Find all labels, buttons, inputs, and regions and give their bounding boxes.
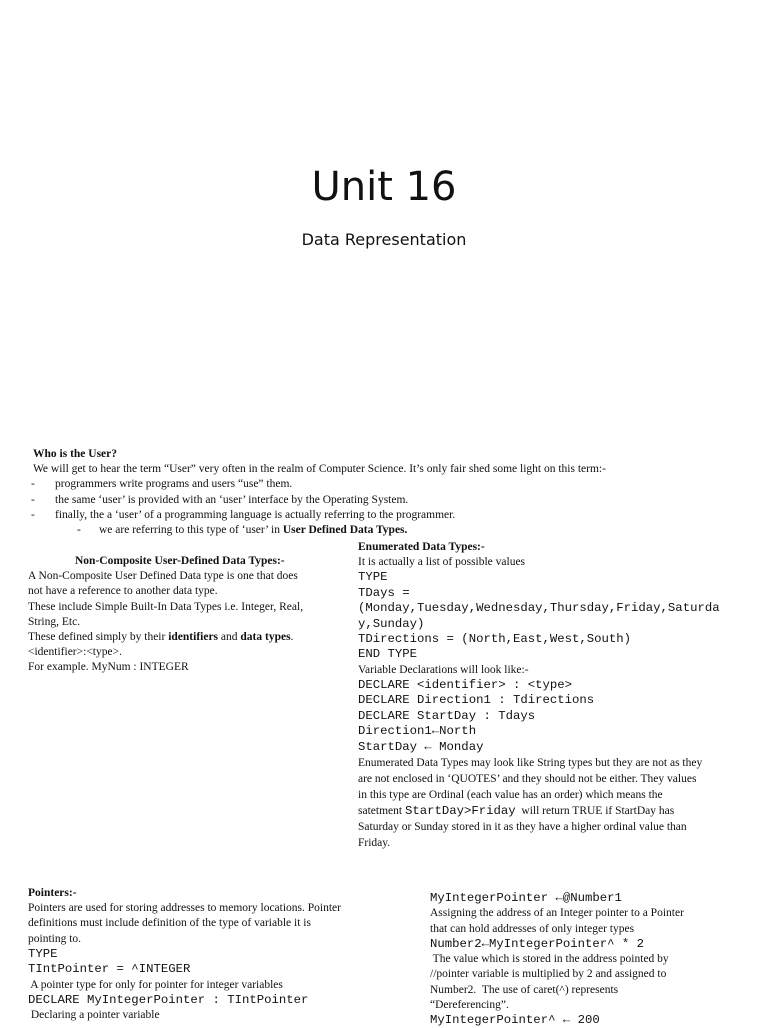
note-line: Friday. (358, 837, 391, 850)
defined-bold-types: data types (240, 631, 291, 644)
page-title: Unit 16 (311, 164, 457, 210)
list-item: - finally, the a ‘user’ of a programming language is actually referring to the programmer. (29, 508, 733, 523)
example-line: For example. MyNum : INTEGER (28, 661, 189, 674)
text-line: definitions must include definition of the type of variable it is (28, 917, 311, 930)
list-item-sub (29, 523, 733, 538)
code-line: TYPE (358, 570, 388, 585)
code-line: DECLARE MyIntegerPointer : TIntPointer (28, 992, 309, 1007)
code-comment: “Dereferencing”. (430, 998, 509, 1011)
note-line: Saturday or Sunday stored in it as they have a higher ordinal value than (358, 821, 687, 834)
text-line: These include Simple Built-In Data Types i.e. Integer, Real, (28, 600, 304, 613)
code-comment: //pointer variable is multiplied by 2 and assigned to (430, 968, 667, 981)
code-line: MyIntegerPointer^ ← 200 (430, 1013, 600, 1028)
note-prefix: satetment (358, 805, 405, 818)
defined-bold-identifiers: identifiers (168, 631, 219, 644)
code-line: DECLARE <identifier> : <type> (358, 678, 573, 693)
page-subtitle: Data Representation (301, 230, 467, 249)
defined-suffix: . (290, 631, 294, 644)
text-line: A Non-Composite User Defined Data type is one that does (28, 570, 298, 583)
text-line: not have a reference to another data type. (28, 585, 218, 598)
code-line: y,Sunday) (358, 616, 425, 631)
note-line: are not enclosed in ‘QUOTES’ and they should not be either. They values (358, 773, 697, 786)
note-suffix: will return TRUE if StartDay has (515, 805, 675, 818)
code-comment: Assigning the address of an Integer pointer to a Pointer (430, 907, 684, 920)
code-comment: that can hold addresses of only integer types (430, 922, 635, 935)
text-line: String, Etc. (28, 615, 81, 628)
code-line: MyIntegerPointer ←@Number1 (430, 891, 622, 905)
enumerated-section (358, 540, 758, 851)
code-line: DECLARE StartDay : Tdays (358, 708, 536, 723)
text-line: pointing to. (28, 932, 82, 945)
code-line: DECLARE Direction1 : Tdirections (358, 693, 595, 708)
syntax-line: <identifier>:<type>. (28, 646, 122, 659)
sub-bullet-text: we are referring to this type of ‘user’ in (99, 524, 283, 537)
code-line: TIntPointer = ^INTEGER (28, 962, 191, 977)
code-line: TDays = (358, 585, 410, 600)
who-intro: We will get to hear the term “User” very often in the realm of Computer Science. It’s only fair shed some light on this term:- (33, 463, 606, 476)
enumerated-intro: It is actually a list of possible values (358, 556, 526, 569)
code-line: END TYPE (358, 647, 418, 662)
defined-mid: and (218, 631, 241, 644)
code-comment: A pointer type for only for pointer for integer variables (28, 978, 283, 991)
code-comment: Number2. The use of caret(^) represents (430, 983, 619, 996)
declarations-label: Variable Declarations will look like:- (358, 663, 529, 676)
sub-bullet-bold: User Defined Data Types. (282, 524, 408, 537)
note-code: StartDay>Friday (404, 804, 516, 819)
non-composite-heading: Non-Composite User-Defined Data Types:- (75, 555, 285, 567)
list-item: - programmers write programs and users “use” them. (29, 477, 733, 492)
note-line: in this type are Ordinal (each value has an order) which means the (358, 789, 663, 802)
who-bullets (29, 477, 733, 538)
who-section (33, 447, 733, 538)
pointers-section (28, 886, 398, 1023)
code-comment: The value which is stored in the address pointed by (430, 953, 669, 966)
note-line: Enumerated Data Types may look like String types but they are not as they (358, 757, 703, 770)
code-line: (Monday,Tuesday,Wednesday,Thursday,Friday,Saturda (358, 601, 720, 616)
defined-prefix: These defined simply by their (28, 631, 169, 644)
non-composite-section (28, 554, 348, 676)
code-line: StartDay ← Monday (358, 739, 484, 754)
code-comment: Declaring a pointer variable (28, 1009, 160, 1022)
code-line: TYPE (28, 946, 58, 961)
code-line: TDirections = (North,East,West,South) (358, 632, 632, 647)
who-heading: Who is the User? (33, 448, 118, 460)
pointers-right-section (430, 891, 760, 1028)
pointers-heading: Pointers:- (28, 887, 77, 899)
code-line: Number2←MyIntegerPointer^ * 2 (430, 936, 645, 951)
code-line: Direction1←North (358, 724, 477, 739)
defined-line (28, 630, 348, 645)
enumerated-heading: Enumerated Data Types:- (358, 541, 485, 553)
note-line-with-code (358, 803, 758, 819)
text-line: Pointers are used for storing addresses to memory locations. Pointer (28, 902, 341, 915)
list-item: - the same ‘user’ is provided with an ‘user’ interface by the Operating System. (29, 493, 733, 508)
